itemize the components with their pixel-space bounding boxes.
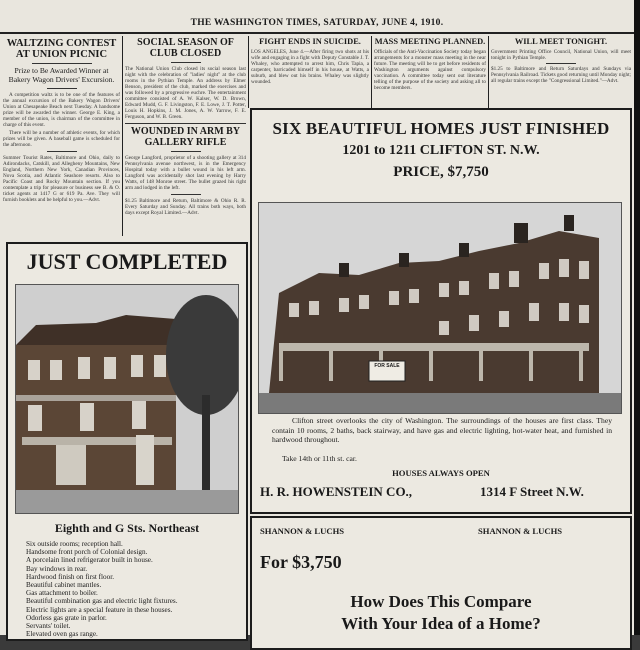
ad-headline: SIX BEAUTIFUL HOMES JUST FINISHED [272,119,610,138]
article-headline: MASS MEETING PLANNED. [374,38,486,46]
article-headline: FIGHT ENDS IN SUICIDE. [259,38,361,46]
divider [171,62,201,63]
ad-feature: Servants' toilet. [26,622,71,631]
ad-feature: A porcelain lined refrigerator built in house. [26,556,153,565]
divider [125,123,246,124]
ad-open-notice: HOUSES ALWAYS OPEN [392,468,490,478]
ad-brand-right: SHANNON & LUCHS [478,526,563,536]
divider [546,63,576,64]
article-waltzing-contest [3,38,120,238]
ad-brand-left: SHANNON & LUCHS [260,526,345,536]
ad-feature: Beautiful combination gas and electric light fixtures. [26,597,178,606]
article-headline: SOCIAL SEASON OF CLUB CLOSED [137,38,234,59]
column-divider [248,36,249,108]
article-headline: WOUNDED IN ARM BY GALLERY RIFLE [130,126,241,148]
for-sale-sign: FOR SALE [374,363,400,369]
ad-feature: Electric lights are a special feature in these houses. [26,605,173,614]
article-headline: WALTZING CONTEST AT UNION PICNIC [6,38,117,61]
divider [47,88,77,89]
masthead-rule [0,32,634,34]
ad-six-beautiful-homes [250,108,632,514]
ad-agent-address: 1314 F Street N.W. [480,484,584,499]
ad-just-completed [6,242,248,641]
ad-price: For $3,750 [260,552,342,572]
ad-caption: Clifton street overlooks the city of Washington. The surroundings of the houses are first class. They contain 10 rooms, 2 baths, back stairway, and have gas and electric lighting, hot-water heat, and furnished in hardwood throughout. [272,416,612,445]
tourist-rates-ad: Summer Tourist Rates, Baltimore and Ohio, daily to Adirondacks, Catskill, and Allegheny Mountains, New England, Northern New York, Canadian Provinces, Nova Scotia, and Atlantic Seashore resorts. Also to Pacific Coast and Rocky Mountain section. If you contemplate a trip for pleasure or business see B. & O. ticket agents at 1417 G or 619 Pa. Ave. They will furnish booklets and be helpful to you.—Advt. [3,154,120,203]
ad-feature: Gas attachment to boiler. [26,589,98,598]
article-body: LOS ANGELES, June 4.—After firing two shots at his wife and engaging in a fight with Deputy Constable J. T. Whaley, who attempted to arrest him, Chris Tapia, a carpenter, barricaded himself in his house, at Watts, a suburb, and blew out his brains. Whaley was slightly wounded. [251,48,369,85]
article-social-season [125,38,246,238]
ad-feature: Six outside rooms; reception hall. [26,540,123,548]
article-paragraph: There will be a number of athletic events, for which prizes will be given. A baseball game is scheduled for the afternoon. [3,129,120,148]
ad-headline: JUST COMPLETED [26,249,228,274]
ad-shannon-luchs [250,516,632,650]
house-photo [15,284,239,514]
article-body [3,92,120,148]
column-divider [488,36,489,108]
article-headline: WILL MEET TONIGHT. [514,38,608,46]
divider [171,151,201,152]
ad-directions: Take 14th or 11th st. car. [282,454,357,463]
ad-question-line-2: With Your Idea of a Home? [341,614,541,633]
ad-feature-list [26,540,240,638]
article-body: The National Union Club closed its social season last night with the celebration of "ladies' night" at the club rooms in the Pythian Temple. An address by Elmer Benson, president of the club, marked the exercises and was followed by a progressive euchre. The entertainment committee consisted of A. W. Kalser, W. D. Brown, Edward Mudd, G. F. Livingston, F. E. Lowe, J. T. Potter, Louis H. Hopkins, J. M. Jones, A. W. Yarrow, F. E. Ferguson, and W. B. Green. [125,66,246,120]
article-subhead: Prize to Be Awarded Winner at Bakery Wagon Drivers' Excursion. [8,66,115,84]
article-fight-ends [251,38,369,108]
ad-location: Eighth and G Sts. Northeast [54,521,200,535]
article-body: Officials of the Anti-Vaccination Society today began arrangements for a monster mass meeting in the near future. The meeting will be to get before residents of Washington arguments against compulsory vaccination. A committee today sent out literature telling of the purpose of the society and asking all to become members. [374,48,486,91]
ad-feature: Handsome front porch of Colonial design. [26,548,148,557]
ad-feature: Odorless gas grate in parlor. [26,613,107,622]
baltimore-ad: $1.25 to Baltimore and Return Saturdays and Sundays via Pennsylvania Railroad. Tickets good returning until Monday night; all regular trains except the "Congressional Limited."—Advt. [491,65,631,84]
article-will-meet [491,38,631,108]
ad-price: PRICE, $7,750 [393,163,489,180]
article-mass-meeting [374,38,486,108]
ad-question-line-1: How Does This Compare [350,592,532,611]
ad-feature: Bay windows in rear. [26,564,88,573]
page-edge [634,0,640,635]
ad-agent: H. R. HOWENSTEIN CO., [260,484,413,499]
divider [32,63,92,64]
divider [171,194,201,195]
brick-house-illustration [16,285,238,513]
ad-feature: Beautiful cabinet mantles. [26,581,102,590]
baltimore-ad: $1.25 Baltimore and Return, Baltimore & Ohio R. R. Every Saturday and Sunday. All trains both ways, both days except Royal Limited.—Advt. [125,198,246,216]
article-paragraph: A competition waltz is to be one of the features of the annual excursion of the Bakery Wagon Drivers' Union at Chesapeake Beach next Tuesday. A handsome prize will be awarded the winner. George E. King, a member of the union, is chairman of the committee in charge of this event. [3,92,120,129]
article-body: George Langford, proprietor of a shooting gallery at 314 Pennsylvania avenue northwest, is in the Emergency Hospital today with a bullet wound in his left arm. Langford was accidentally shot last evening by Harry Watts, of 148 Monroe street. The bullet grazed his right arm and lodged in the left. [125,155,246,191]
row-houses-illustration [259,203,621,413]
masthead: THE WASHINGTON TIMES, SATURDAY, JUNE 4, 1910. [190,18,444,28]
ad-feature: Elevated oven gas range. [26,630,98,639]
ad-address: 1201 to 1211 CLIFTON ST. N.W. [342,142,540,158]
column-divider [122,36,123,236]
column-divider [371,36,372,108]
divider [47,151,77,152]
article-body: Government Printing Office Council, National Union, will meet tonight in Pythian Temple. [491,48,631,61]
houses-photo [258,202,622,414]
ad-feature: Hardwood finish on first floor. [26,572,115,581]
